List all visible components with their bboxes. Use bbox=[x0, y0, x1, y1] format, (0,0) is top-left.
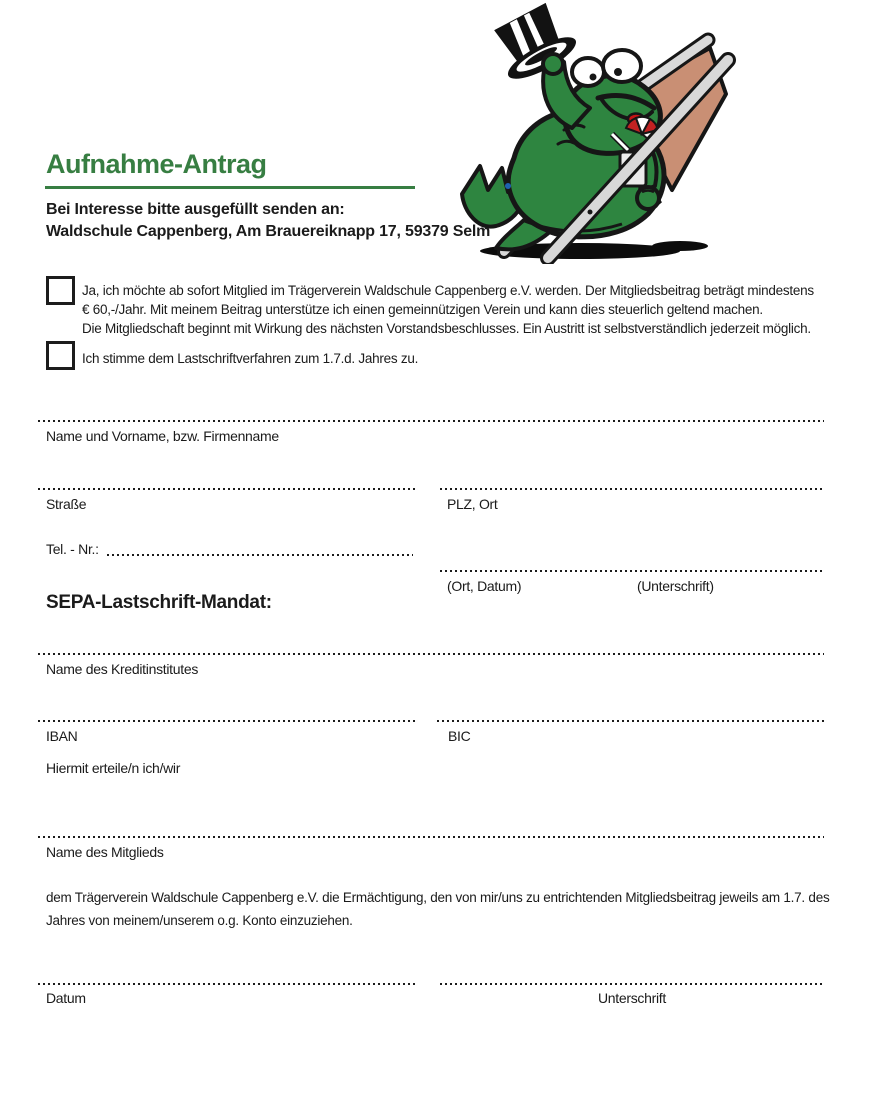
bic-field-label: BIC bbox=[448, 728, 471, 744]
send-to-label: Bei Interesse bitte ausgefüllt senden an: bbox=[46, 201, 345, 218]
sepa-heading: SEPA-Lastschrift-Mandat: bbox=[46, 592, 272, 613]
signature-bottom-label: Unterschrift bbox=[598, 990, 666, 1006]
signature-field-line[interactable] bbox=[440, 983, 824, 985]
consent-line: € 60,-/Jahr. Mit meinem Beitrag unterstütze ich einen gemeinnützigen Verein und kann dies steuerlich geltend machen. bbox=[82, 302, 763, 317]
grant-intro-text: Hiermit erteile/n ich/wir bbox=[46, 760, 181, 776]
mandate-text bbox=[46, 886, 829, 932]
city-field-line[interactable] bbox=[440, 488, 824, 490]
place-date-field-line[interactable] bbox=[440, 570, 824, 572]
bank-field-line[interactable] bbox=[38, 653, 824, 655]
direct-debit-consent-text bbox=[82, 349, 418, 368]
date-field-label: Datum bbox=[46, 990, 86, 1006]
membership-checkbox[interactable] bbox=[46, 276, 75, 305]
frog-mascot-illustration bbox=[452, 0, 744, 264]
page-title: Aufnahme-Antrag bbox=[46, 149, 267, 179]
mandate-line: dem Trägerverein Waldschule Cappenberg e.V. die Ermächtigung, den von mir/uns zu entrichtenden Mitgliedsbeitrag jeweils am 1.7. des bbox=[46, 890, 830, 905]
street-field-line[interactable] bbox=[38, 488, 418, 490]
member-name-field-line[interactable] bbox=[38, 836, 824, 838]
name-field-label: Name und Vorname, bzw. Firmenname bbox=[46, 428, 279, 444]
iban-field-label: IBAN bbox=[46, 728, 78, 744]
place-date-label: (Ort, Datum) bbox=[447, 578, 522, 594]
phone-field-line[interactable] bbox=[107, 554, 413, 556]
consent-line: Ja, ich möchte ab sofort Mitglied im Trägerverein Waldschule Cappenberg e.V. werden. Der Mitgliedsbeitrag beträgt mindestens bbox=[82, 283, 814, 298]
membership-consent-text bbox=[82, 281, 814, 338]
member-name-field-label: Name des Mitglieds bbox=[46, 844, 164, 860]
phone-field-label: Tel. - Nr.: bbox=[46, 541, 99, 557]
bank-field-label: Name des Kreditinstitutes bbox=[46, 661, 199, 677]
date-field-line[interactable] bbox=[38, 983, 418, 985]
title-underline bbox=[45, 186, 415, 189]
bic-field-line[interactable] bbox=[437, 720, 824, 722]
direct-debit-checkbox[interactable] bbox=[46, 341, 75, 370]
consent-line: Die Mitgliedschaft beginnt mit Wirkung des nächsten Vorstandsbeschlusses. Ein Austritt ist selbstverständlich jederzeit möglich. bbox=[82, 321, 811, 336]
consent-line: Ich stimme dem Lastschriftverfahren zum 1.7.d. Jahres zu. bbox=[82, 351, 419, 366]
signature-top-label: (Unterschrift) bbox=[637, 578, 714, 594]
mailing-address: Waldschule Cappenberg, Am Brauereiknapp 17, 59379 Selm bbox=[46, 223, 491, 240]
mandate-line: Jahres von meinem/unserem o.g. Konto einzuziehen. bbox=[46, 913, 353, 928]
name-field-line[interactable] bbox=[38, 420, 824, 422]
street-field-label: Straße bbox=[46, 496, 87, 512]
city-field-label: PLZ, Ort bbox=[447, 496, 498, 512]
iban-field-line[interactable] bbox=[38, 720, 418, 722]
